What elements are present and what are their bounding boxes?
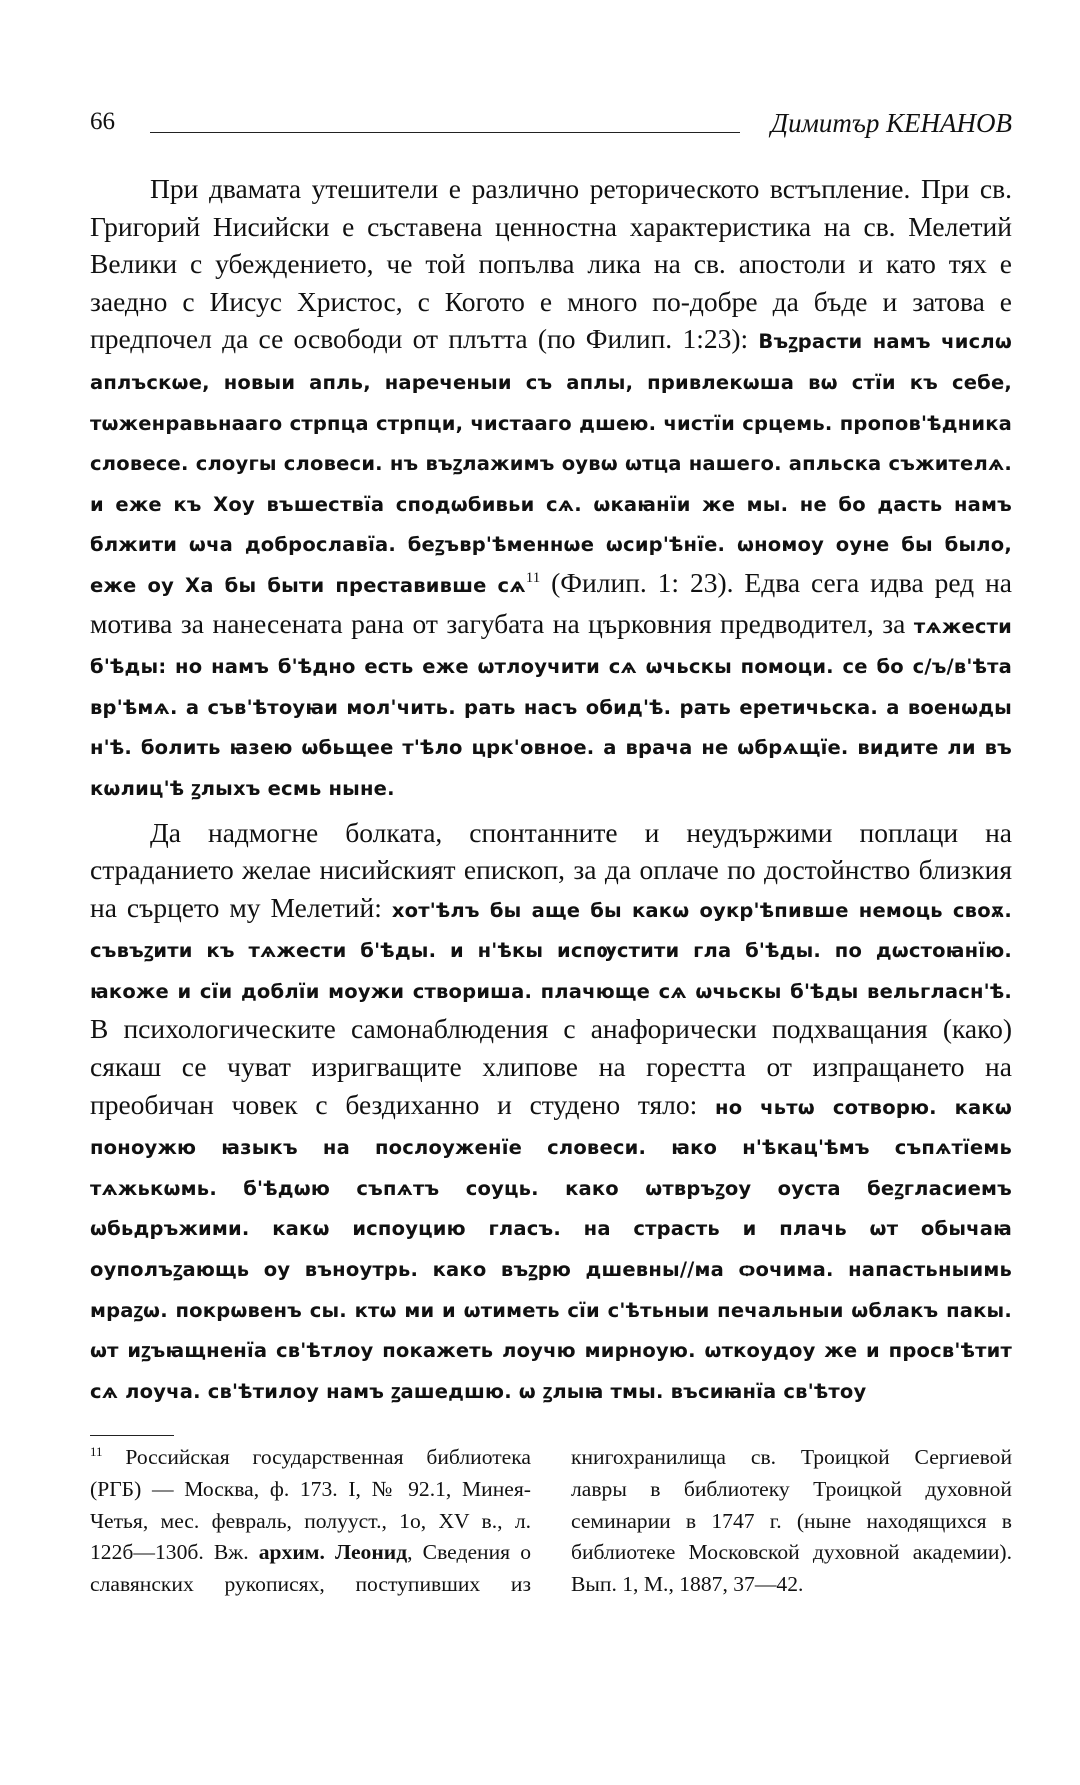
church-slavonic-quote: тѧжести б'ѣды: но намъ б'ѣдно есть еже ѡтлоучити сѧ ѡчьскы помоци. се бо с/ъ/в'ѣта вр'ѣмѧ. а съв'ѣтоуꙗи мол'чить. рать насъ обид'ѣ. рать еретичьска. а военѡды н'ѣ. болить ꙗзею ѡбьщее т'ѣло црк'овное. а врача не ѡбрѧщїе. видите ли въ кѡлиц'ѣ ꙁлыхъ есмь ныне. xyxy=(90,614,1012,800)
paragraph-text: При двамата утешители е различно реторическото встъпление. При св. Григорий Нисийски е съставена ценностна характеристика на св. Мелетий Велики с убеждението, че той попълва лика на св. апостоли и като тях е заедно с Иисус Христос, с Когото е много по-добре да бъде и затова е предпочел да се освободи от плътта (по Филип. 1:23): xyxy=(90,173,1012,355)
footnotes xyxy=(90,1442,1012,1601)
footnote-text: , Сведения о славянских рукописях, поступивших из книгохранилища св. Троицкой Сергиевой лавры в библиотеку Троицкой духовной семинарии в 1747 г. (ныне находящихся в библиотеке Московской духовной академии). Вып. 1, М., 1887, 37—42. xyxy=(90,1445,1012,1597)
footnote-number: 11 xyxy=(90,1443,103,1459)
page-number: 66 xyxy=(90,108,115,135)
paragraph-1 xyxy=(90,170,1012,808)
page-header xyxy=(90,108,1012,148)
paragraph-text: (Филип. 1: 23). Едва сега идва ред на мотива за нанесената рана от загубата на църковния предводител, за xyxy=(90,566,1012,639)
footnote-author: архим. Леонид xyxy=(258,1540,408,1565)
church-slavonic-quote: Въꙁрасти намъ числѡ аплъскѡе, новыи апль, нареченыи съ аплы, привлекѡша вѡ стїи къ себе, тѡженравьнааго стрпца стрпци, чистааго дшею. чистїи срцемь. пропов'ѣдника словесе. слоугы словеси. нъ въꙁлажимъ оувѡ ѡтца нашего. апльска съжителѧ. и еже къ Хоу въшествїа сподѡбивьи сѧ. ѡкаꙗнїи же мы. не бо дасть намъ блжити ѡча доброславїа. беꙁъвр'ѣменнѡе ѡсир'ѣнїе. ѡномоу оуне бы было, еже оу Ха бы быти преставивше сѧ xyxy=(90,330,1012,597)
footnote-11 xyxy=(90,1442,1012,1601)
paragraph-2 xyxy=(90,814,1012,1411)
church-slavonic-quote: но чьтѡ сотворю. какѡ поноужю ꙗзыкъ на послоуженїе словеси. ꙗко н'ѣкац'ѣмъ съпѧтїемь тѧжькѡмь. б'ѣдѡю съпѧтъ соуць. како ѡтвръꙁоу оуста беꙁгласиемъ ѡбьдръжими. какѡ испоуцию гласъ. на страсть и плачь ѡт обычаꙗ оуполъꙁающь оу въноутрь. како въꙁрю дшевны//ма ѻочима. напастьныимь мраꙁѡ. покрѡвенъ сы. ктѡ ми и ѡтиметь сїи с'ѣтьныи печальныи ѡблакъ пакы. ѡт иꙁъꙗщненїа св'ѣтлоу покажеть лоучю мирноую. ѡткоудоу же и просв'ѣтит сѧ лоуча. св'ѣтилоу намъ ꙁашедшю. ѡ ꙁлыꙗ тмы. въсиꙗнїа св'ѣтоу xyxy=(90,1095,1012,1403)
header-rule xyxy=(150,132,740,133)
footnote-rule xyxy=(90,1435,174,1436)
footnote-reference: 11 xyxy=(525,569,541,586)
footnote-text: Российская государственная библиотека (РГБ) — Москва, ф. 173. I, № 92.1, Минея-Четья, мес. февраль, полууст., 1о, XV в., л. 122б—130б. Вж. xyxy=(90,1445,531,1565)
church-slavonic-quote: хот'ѣлъ бы аще бы какѡ оукр'ѣпивше немоць своѫ. съвъꙁити къ тѧжести б'ѣды. и н'ѣкы испѹстити гла б'ѣды. по дѡстоꙗнїю. ꙗкоже и сїи доблїи моужи створиша. плачюще сѧ ѡчьскы б'ѣды вельгласн'ѣ. xyxy=(90,898,1012,1003)
running-head: Димитър КЕНАНОВ xyxy=(770,108,1012,138)
paragraph-text: Да надмогне болката, спонтанните и неудържими поплаци на страданието желае нисийският епископ, за да оплаче по достойнство близкия на сърцето му Мелетий: xyxy=(90,816,1012,923)
paragraph-text: В психологическите самонаблюдения с анафорически подхващания (како) сякаш се чуват изригващите хлипове на горестта от изпращането на преобичан човек с бездиханно и студено тяло: xyxy=(90,1013,1012,1120)
body-text xyxy=(90,170,1012,1410)
